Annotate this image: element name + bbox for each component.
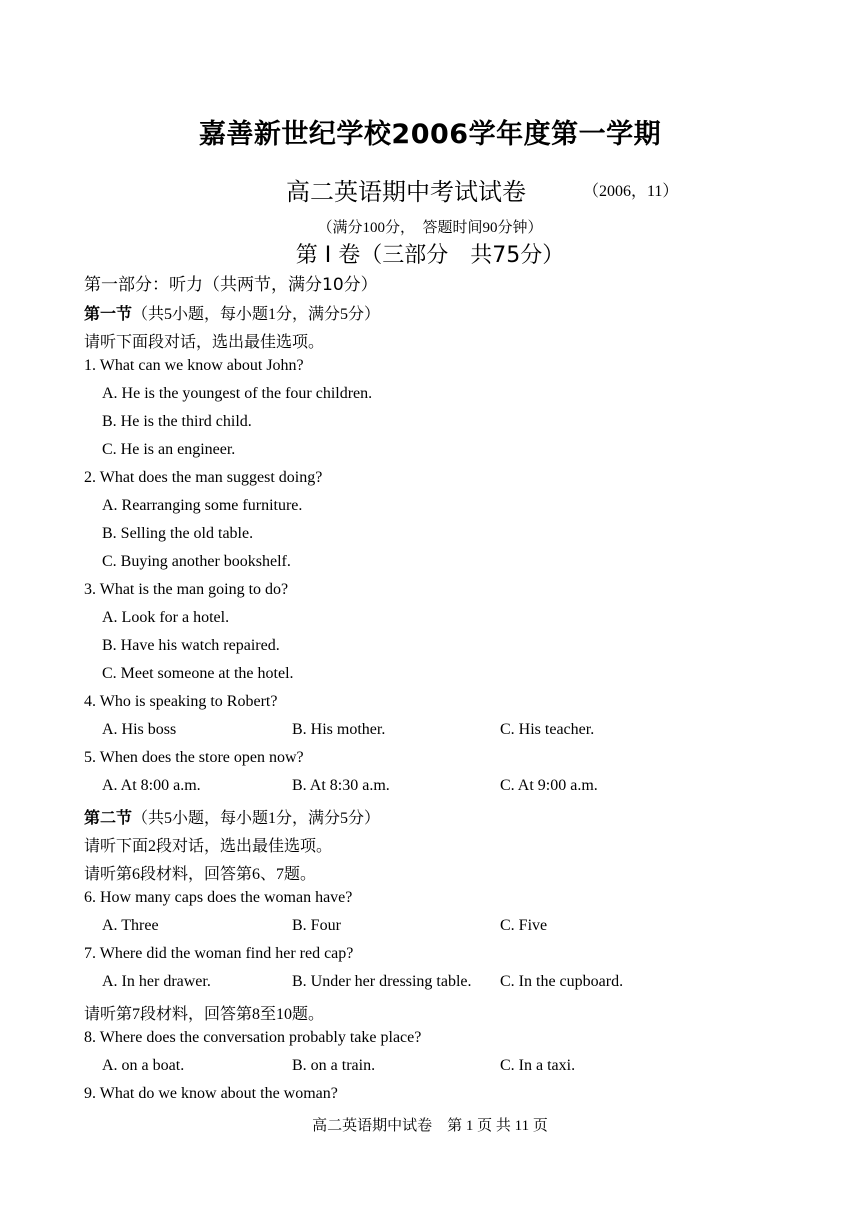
exam-title: 嘉善新世纪学校2006学年度第一学期 xyxy=(198,119,662,150)
q3-option-a: A. Look for a hotel. xyxy=(102,609,230,626)
q4-option-a: A. His boss xyxy=(102,721,177,738)
question-2: 2. What does the man suggest doing? xyxy=(84,469,323,486)
q7-option-b: B. Under her dressing table. xyxy=(292,973,472,990)
q1-option-a: A. He is the youngest of the four children. xyxy=(102,385,373,402)
q7-option-a: A. In her drawer. xyxy=(102,973,211,990)
section2-heading xyxy=(84,805,380,828)
section2-desc: （共5小题，每小题1分，满分5分） xyxy=(132,810,381,827)
question-9: 9. What do we know about the woman? xyxy=(84,1085,338,1102)
question-7: 7. Where did the woman find her red cap? xyxy=(84,945,354,962)
q1-option-c: C. He is an engineer. xyxy=(102,441,236,458)
q4-option-b: B. His mother. xyxy=(292,721,386,738)
section1-heading xyxy=(84,301,380,324)
q6-option-c: C. Five xyxy=(500,917,548,934)
material-6-instruction: 请听第6段材料，回答第6、7题。 xyxy=(84,866,317,883)
q8-option-b: B. on a train. xyxy=(292,1057,376,1074)
section1-instruction: 请听下面段对话，选出最佳选项。 xyxy=(84,334,325,351)
question-3: 3. What is the man going to do? xyxy=(84,581,289,598)
q2-option-b: B. Selling the old table. xyxy=(102,525,254,542)
section1-desc: （共5小题，每小题1分，满分5分） xyxy=(132,306,381,323)
score-note: （满分100分， 答题时间90分钟） xyxy=(317,220,543,236)
page-footer: 高二英语期中试卷 第 1 页 共 11 页 xyxy=(312,1118,548,1134)
q8-option-c: C. In a taxi. xyxy=(500,1057,576,1074)
q1-option-b: B. He is the third child. xyxy=(102,413,252,430)
exam-date: （2006，11） xyxy=(583,183,679,200)
question-5: 5. When does the store open now? xyxy=(84,749,304,766)
q6-option-a: A. Three xyxy=(102,917,159,934)
question-8: 8. Where does the conversation probably take place? xyxy=(84,1029,422,1046)
q5-option-b: B. At 8:30 a.m. xyxy=(292,777,390,794)
exam-subtitle: 高二英语期中考试试卷 xyxy=(286,178,526,206)
question-6: 6. How many caps does the woman have? xyxy=(84,889,353,906)
section2-instruction: 请听下面2段对话，选出最佳选项。 xyxy=(84,838,333,855)
q3-option-c: C. Meet someone at the hotel. xyxy=(102,665,294,682)
q2-option-c: C. Buying another bookshelf. xyxy=(102,553,291,570)
volume-header: 第 I 卷（三部分 共75分） xyxy=(295,243,565,268)
q6-option-b: B. Four xyxy=(292,917,341,934)
material-7-instruction: 请听第7段材料，回答第8至10题。 xyxy=(84,1006,325,1023)
q7-option-c: C. In the cupboard. xyxy=(500,973,624,990)
question-4: 4. Who is speaking to Robert? xyxy=(84,693,278,710)
q4-option-c: C. His teacher. xyxy=(500,721,595,738)
q3-option-b: B. Have his watch repaired. xyxy=(102,637,280,654)
section1-label: 第一节 xyxy=(84,304,133,323)
q8-option-a: A. on a boat. xyxy=(102,1057,185,1074)
q5-option-c: C. At 9:00 a.m. xyxy=(500,777,598,794)
section2-label: 第二节 xyxy=(84,808,133,827)
q5-option-a: A. At 8:00 a.m. xyxy=(102,777,201,794)
q2-option-a: A. Rearranging some furniture. xyxy=(102,497,303,514)
question-1: 1. What can we know about John? xyxy=(84,357,304,374)
part1-heading: 第一部分：听力（共两节，满分10分） xyxy=(84,275,378,295)
